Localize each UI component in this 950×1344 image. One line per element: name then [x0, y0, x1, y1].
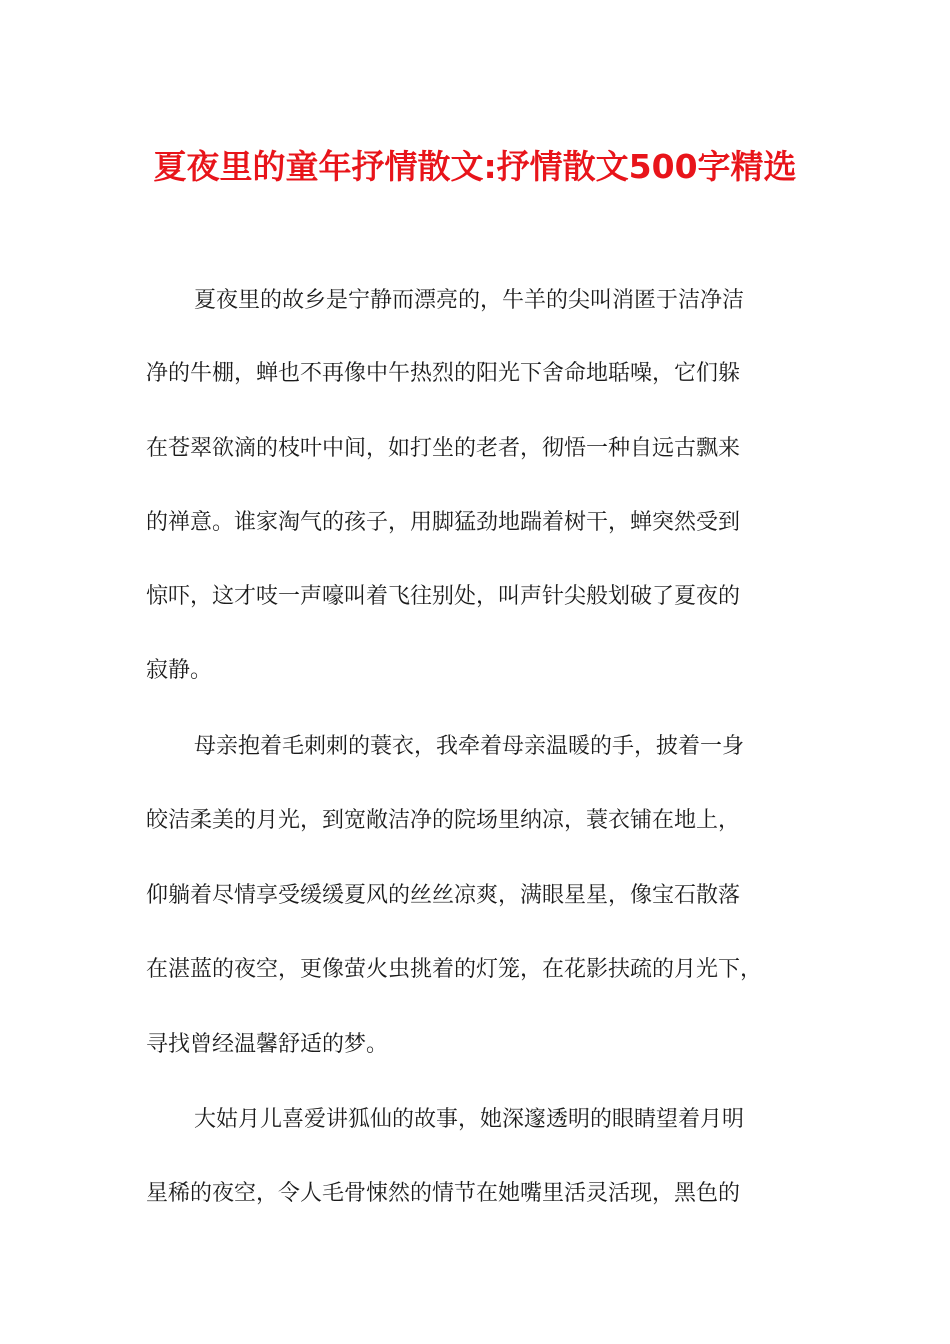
paragraph-2-line-1: 母亲抱着毛刺刺的蓑衣，我牵着母亲温暖的手，披着一身 — [194, 734, 745, 759]
paragraph-2-line-4: 在湛蓝的夜空，更像萤火虫挑着的灯笼，在花影扶疏的月光下， — [146, 957, 763, 982]
paragraph-1-line-4: 的禅意。谁家淘气的孩子，用脚猛劲地踹着树干，蝉突然受到 — [146, 510, 741, 535]
paragraph-1-line-1: 夏夜里的故乡是宁静而漂亮的，牛羊的尖叫消匿于洁净洁 — [194, 288, 745, 313]
paragraph-3-line-1: 大姑月儿喜爱讲狐仙的故事，她深邃透明的眼睛望着月明 — [194, 1107, 745, 1132]
paragraph-2-line-2: 皎洁柔美的月光，到宽敞洁净的院场里纳凉，蓑衣铺在地上， — [146, 808, 741, 833]
paragraph-2-line-3: 仰躺着尽情享受缓缓夏风的丝丝凉爽，满眼星星，像宝石散落 — [146, 883, 741, 908]
paragraph-1-line-6: 寂静。 — [146, 658, 213, 683]
paragraph-1-line-3: 在苍翠欲滴的枝叶中间，如打坐的老者，彻悟一种自远古飘来 — [146, 436, 741, 461]
paragraph-1-line-2: 净的牛棚，蝉也不再像中午热烈的阳光下舍命地聒噪，它们躲 — [146, 361, 741, 386]
document-title: 夏夜里的童年抒情散文:抒情散文500字精选 — [153, 147, 797, 186]
paragraph-3-line-2: 星稀的夜空，令人毛骨悚然的情节在她嘴里活灵活现，黑色的 — [146, 1181, 741, 1206]
paragraph-1-line-5: 惊吓，这才吱一声嚎叫着飞往别处，叫声针尖般划破了夏夜的 — [146, 584, 741, 609]
paragraph-2-line-5: 寻找曾经温馨舒适的梦。 — [146, 1032, 389, 1057]
